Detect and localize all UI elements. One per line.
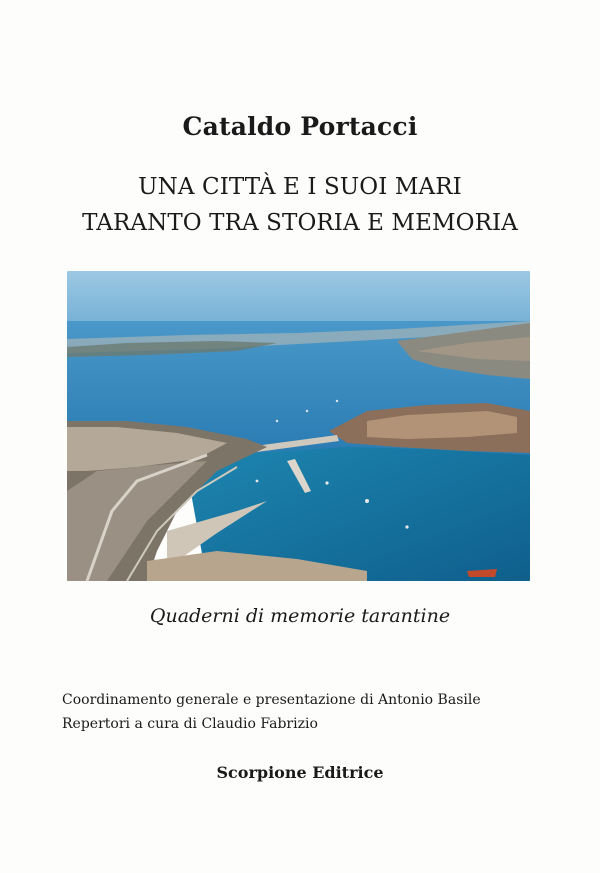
title-line-1: UNA CITTÀ E I SUOI MARI (138, 174, 462, 200)
publisher-name: Scorpione Editrice (216, 763, 384, 782)
series-name: Quaderni di memorie tarantine (149, 605, 451, 627)
credits-block (62, 688, 481, 736)
credit-repertori: Repertori a cura di Claudio Fabrizio (62, 716, 318, 732)
aerial-harbor-illustration (67, 271, 530, 581)
title-line-2: TARANTO TRA STORIA E MEMORIA (82, 210, 518, 236)
author-name: Cataldo Portacci (182, 112, 418, 141)
credit-coordination: Coordinamento generale e presentazione di Antonio Basile (62, 692, 481, 708)
cover-photo-taranto-aerial (67, 271, 530, 581)
